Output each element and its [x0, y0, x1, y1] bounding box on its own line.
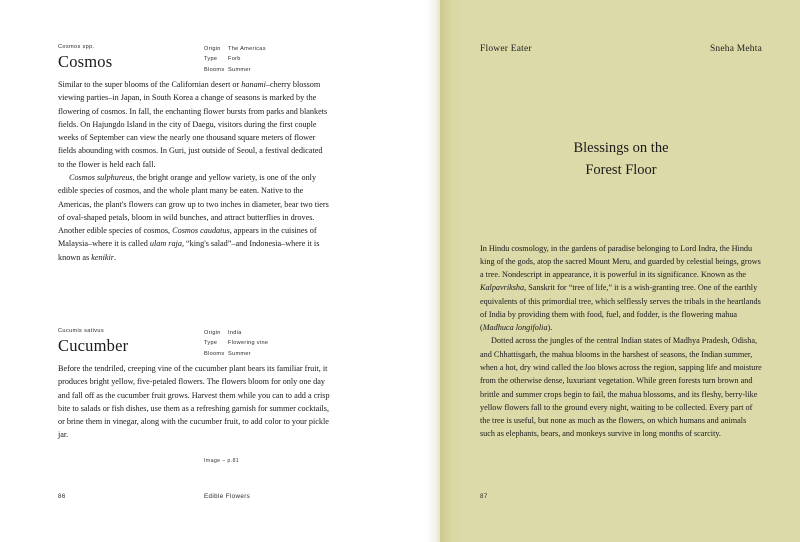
entry-cucumber: [58, 328, 330, 464]
meta-row: [204, 44, 266, 54]
paragraph: Cosmos sulphureus, the bright orange and yellow variety, is one of the only edible species of cosmos, and the whole plant many be eaten. Native to the Americas, the plant's flowers can grow up to two inches in diameter, bear two tiers of oval-shaped petals, bloom in wild bunches, and attract butterflies in droves. Another edible species of cosmos, Cosmos caudatus, appears in the cuisines of Malaysia–where it is called ulam raja, “king's salad”–and Indonesia–where it is known as kenikir.: [58, 172, 329, 262]
running-head: [480, 44, 762, 54]
meta-value: Summer: [228, 66, 251, 73]
page-number: 86: [58, 493, 66, 500]
running-head-left: Flower Eater: [480, 44, 532, 54]
page-number: 87: [480, 493, 488, 500]
right-page-content: [480, 44, 762, 441]
meta-row: [204, 328, 268, 338]
paragraph: Before the tendriled, creeping vine of the cucumber plant bears its familiar fruit, it produces bright yellow, five-petaled flowers. The flowers bloom for only one day and fall off as the cucumber fruit grows. Harvest them while you can to add a crisp bite to salads or fish dishes, use them as a refreshing garnish for summer cocktails, or brine them in vinegar, along with the cucumber fruit, to add color to your pickle jar.: [58, 363, 330, 440]
image-caption: Image – p.81: [204, 457, 240, 464]
right-page: [440, 0, 800, 542]
chapter-title-line-2: Forest Floor: [585, 161, 657, 178]
chapter-body: [480, 242, 762, 441]
entry-header: [58, 44, 330, 78]
entry-cosmos: [58, 44, 330, 264]
meta-value: Forb: [228, 56, 241, 63]
meta-key: Type: [204, 340, 218, 347]
meta-key: Type: [204, 56, 218, 63]
paragraph: In Hindu cosmology, in the gardens of paradise belonging to Lord Indra, the Hindu king of the gods, atop the sacred Mount Meru, and guarded by celestial beings, grows a tree. Nondescript in appearance, it is powerful in its significance. Known as the Kalpavriksha, Sanskrit for “tree of life,” it is a wish-granting tree. One of the earthly equivalents of this primordial tree, which selflessly serves the tribals in the heartlands of India by providing them with food, fuel, and fodder, is the flowering mahua (Madhuca longifolia).: [480, 243, 761, 333]
book-title: Edible Flowers: [204, 493, 251, 500]
entry-meta: [204, 44, 266, 75]
common-name: Cucumber: [58, 335, 129, 355]
meta-row: [204, 54, 266, 64]
common-name: Cosmos: [58, 52, 113, 71]
entry-spacer: [58, 264, 330, 328]
entry-body: [58, 362, 330, 442]
paragraph: Dotted across the jungles of the central Indian states of Madhya Pradesh, Odisha, and Chhattisgarh, the mahua blooms in the harshest of seasons, the Indian summer, when a hot, dry wind called the loo blows across the region, sapping life and moisture from the otherwise dense, luxuriant vegetation. While green forests turn brown and brittle and summer crops begin to fail, the mahua blossoms, and its fleshy, berry-like yellow flowers fall to the ground every night, waiting to be collected. Every part of the tree is useful, but none as much as the flowers, on which humans and animals such as elephants, bears, and monkeys survive in long months of scarcity.: [480, 336, 762, 439]
entry-body: [58, 78, 330, 264]
entry-header: [58, 328, 330, 362]
meta-row: [204, 349, 268, 359]
chapter-title-line-1: Blessings on the: [573, 140, 669, 156]
meta-value: Flowering vine: [228, 340, 269, 347]
meta-value: The Americas: [228, 46, 266, 52]
meta-key: Origin: [204, 46, 221, 52]
meta-key: Blooms: [204, 66, 225, 73]
left-page-content: [58, 44, 330, 464]
meta-key: Origin: [204, 329, 221, 336]
meta-row: [204, 65, 266, 75]
meta-value: India: [228, 329, 242, 336]
meta-key: Blooms: [204, 350, 225, 357]
scientific-name: Cosmos spp.: [58, 44, 95, 50]
running-head-right: Sneha Mehta: [709, 44, 762, 54]
paragraph: Similar to the super blooms of the Californian desert or hanami–cherry blossom viewing parties–in Japan, in South Korea a change of seasons is marked by the flowering of cosmos. In fall, the enchanting flower bursts from parks and blankets fields. On Hajungdo Island in the city of Daegu, visitors during the first couple weeks of September can view the nearly one thousand square meters of flower fields abounding with cosmos. In Guri, just outside of Seoul, a festival dedicated to the flower is held each fall.: [58, 80, 328, 169]
meta-row: [204, 338, 268, 348]
entry-meta: [204, 328, 268, 359]
scientific-name: Cucumis sativus: [58, 327, 104, 334]
left-page-footer: [58, 493, 330, 500]
meta-value: Summer: [228, 350, 251, 357]
chapter-title: [480, 138, 762, 182]
